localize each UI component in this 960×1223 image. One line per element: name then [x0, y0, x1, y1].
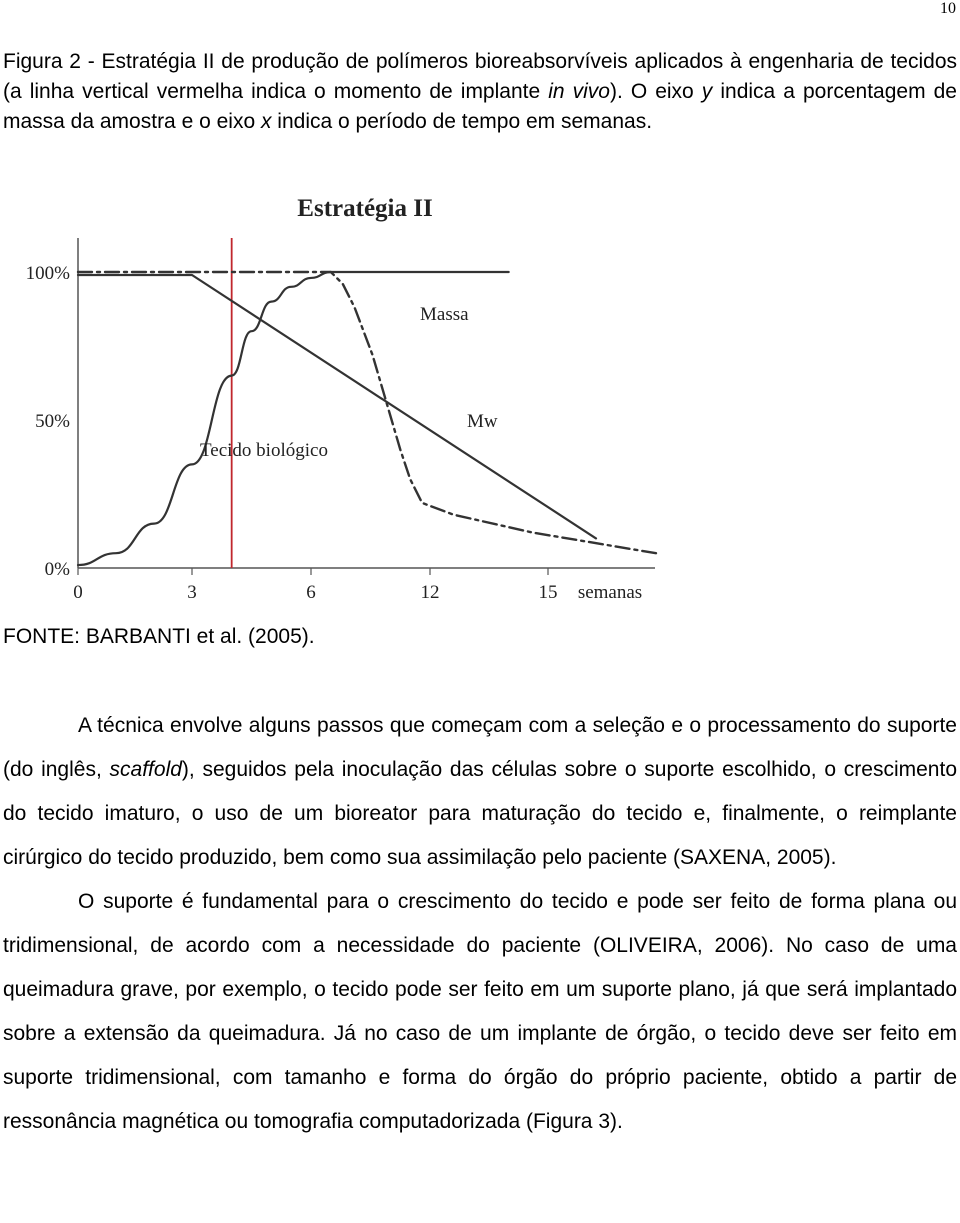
figure-strategy-chart — [0, 180, 700, 610]
page-number: 10 — [940, 0, 956, 17]
series-tecido-label: Tecido biológico — [200, 440, 328, 461]
chart-svg — [0, 180, 700, 610]
paragraph-2: O suporte é fundamental para o crescimento do tecido e pode ser feito de forma plana ou tridimensional, de acordo com a necessidade do paciente (OLIVEIRA, 2006). No caso de uma queimadura grave, por exemplo, o tecido pode ser feito em um suporte plano, já que será implantado sobre a extensão da queimadura. Já no caso de um implante de órgão, o tecido deve ser feito em suporte tridimensional, com tamanho e forma do órgão do próprio paciente, obtido a partir de ressonância magnética ou tomografia computadorizada (Figura 3). — [3, 890, 957, 1133]
series-massa-label: Massa — [420, 304, 469, 325]
figure-caption — [3, 47, 957, 137]
caption-text: ). O eixo — [609, 80, 702, 103]
y-tick-label: 100% — [25, 263, 70, 284]
series-mw-label: Mw — [467, 411, 498, 432]
paragraph-italic-scaffold: scaffold — [109, 758, 182, 781]
caption-text: indica a porcentagem de massa da amostra e o eixo — [3, 80, 957, 133]
y-tick-label: 0% — [44, 559, 70, 580]
y-tick-label: 50% — [35, 411, 70, 432]
x-axis-label: semanas — [577, 582, 643, 603]
caption-italic-x: x — [260, 110, 272, 133]
figure-source: FONTE: BARBANTI et al. (2005). — [3, 625, 315, 648]
x-tick-label: 15 — [538, 582, 558, 603]
paragraph-text: ), seguidos pela inoculação das células sobre o suporte escolhido, o crescimento do tecido imaturo, o uso de um bioreator para maturação do tecido e, finalmente, o reimplante cirúrgico do tecido produzido, bem como sua assimilação pelo paciente (SAXENA, 2005). — [3, 758, 957, 869]
paragraph-text: A técnica envolve alguns passos que começam com a seleção e o processamento do suporte (do inglês, — [3, 714, 957, 781]
x-tick-label: 12 — [420, 582, 440, 603]
caption-text: indica o período de tempo em semanas. — [271, 110, 653, 133]
body-text — [3, 704, 957, 1144]
series-massa-line — [78, 272, 656, 553]
x-tick-label: 0 — [73, 582, 83, 603]
caption-text: Figura 2 - Estratégia II de produção de polímeros bioreabsorvíveis aplicados à engenharia de tecidos (a linha vertical vermelha indica o momento de implante — [3, 50, 957, 103]
paragraph-1 — [3, 704, 957, 880]
x-tick-label: 6 — [306, 582, 316, 603]
caption-italic-in-vivo: in vivo — [548, 80, 610, 103]
x-tick-label: 3 — [187, 582, 197, 603]
series-mw-line — [78, 275, 596, 538]
chart-title: Estratégia II — [297, 195, 433, 222]
caption-italic-y: y — [701, 80, 713, 103]
